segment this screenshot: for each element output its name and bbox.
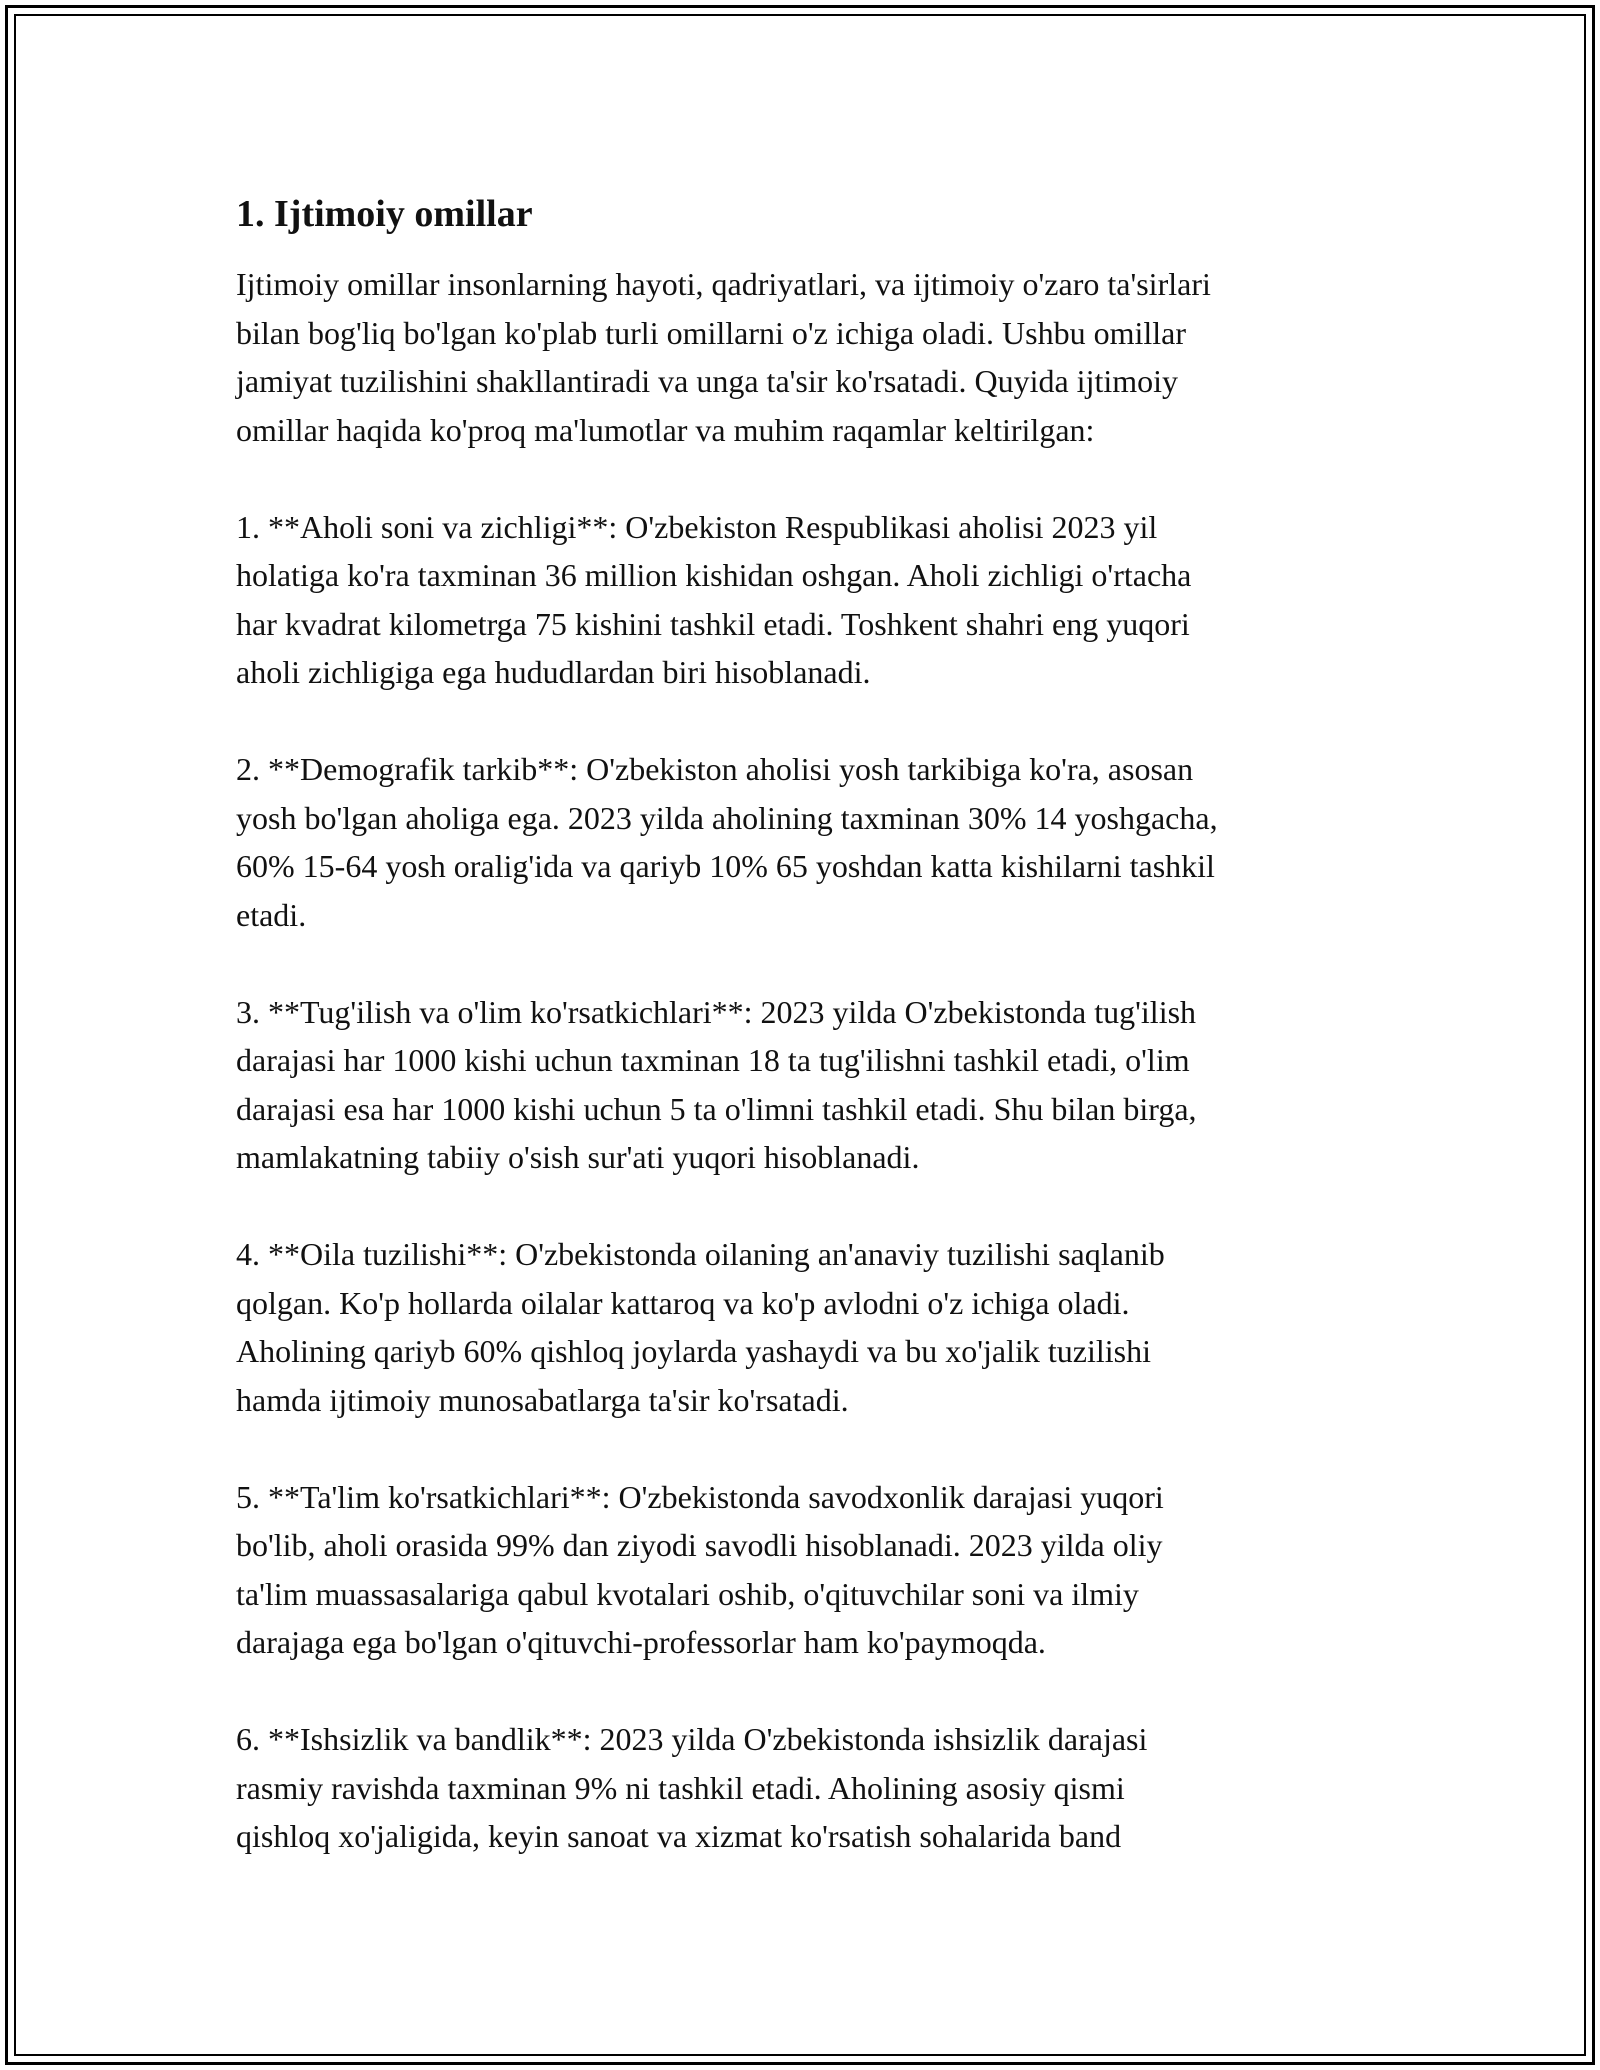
paragraph-demographics: 2. **Demografik tarkib**: O'zbekiston aholisi yosh tarkibiga ko'ra, asosan yosh bo'lgan aholiga ega. 2023 yilda aholining taxminan 30% 14 yoshgacha, 60% 15-64 yosh oralig'ida va qariyb 10% 65 yoshdan katta kishilarni tashkil etadi. [236, 751, 1218, 933]
paragraph-education: 5. **Ta'lim ko'rsatkichlari**: O'zbekistonda savodxonlik darajasi yuqori bo'lib, aholi orasida 99% dan ziyodi savodli hisoblanadi. 2023 yilda oliy ta'lim muassasalariga qabul kvotalari oshib, o'qituvchilar soni va ilmiy darajaga ega bo'lgan o'qituvchi-professorlar ham ko'paymoqda. [236, 1478, 1164, 1660]
paragraph-family: 4. **Oila tuzilishi**: O'zbekistonda oilaning an'anaviy tuzilishi saqlanib qolgan. Ko'p hollarda oilalar kattaroq va ko'p avlodni o'z ichiga oladi. Aholining qariyb 60% qishloq joylarda yashaydi va bu xo'jalik tuzilishi hamda ijtimoiy munosabatlarga ta'sir ko'rsatadi. [236, 1236, 1165, 1418]
section-heading: 1. Ijtimoiy omillar [236, 193, 533, 235]
paragraph-employment: 6. **Ishsizlik va bandlik**: 2023 yilda O'zbekistonda ishsizlik darajasi rasmiy ravishda taxminan 9% ni tashkil etadi. Aholining asosiy qismi qishloq xo'jaligida, keyin sanoat va xizmat ko'rsatish sohalarida band [236, 1721, 1148, 1854]
document-body [236, 188, 1386, 1909]
paragraph-birth-death: 3. **Tug'ilish va o'lim ko'rsatkichlari**: 2023 yilda O'zbekistonda tug'ilish darajasi har 1000 kishi uchun taxminan 18 ta tug'ilishni tashkil etadi, o'lim darajasi esa har 1000 kishi uchun 5 ta o'limni tashkil etadi. Shu bilan birga, mamlakatning tabiiy o'sish sur'ati yuqori hisoblanadi. [236, 993, 1197, 1175]
intro-paragraph: Ijtimoiy omillar insonlarning hayoti, qadriyatlari, va ijtimoiy o'zaro ta'sirlari bilan bog'liq bo'lgan ko'plab turli omillarni o'z ichiga oladi. Ushbu omillar jamiyat tuzilishini shakllantiradi va unga ta'sir ko'rsatadi. Quyida ijtimoiy omillar haqida ko'proq ma'lumotlar va muhim raqamlar keltirilgan: [236, 266, 1211, 448]
paragraph-population: 1. **Aholi soni va zichligi**: O'zbekiston Respublikasi aholisi 2023 yil holatiga ko'ra taxminan 36 million kishidan oshgan. Aholi zichligi o'rtacha har kvadrat kilometrga 75 kishini tashkil etadi. Toshkent shahri eng yuqori aholi zichligiga ega hududlardan biri hisoblanadi. [236, 508, 1192, 690]
